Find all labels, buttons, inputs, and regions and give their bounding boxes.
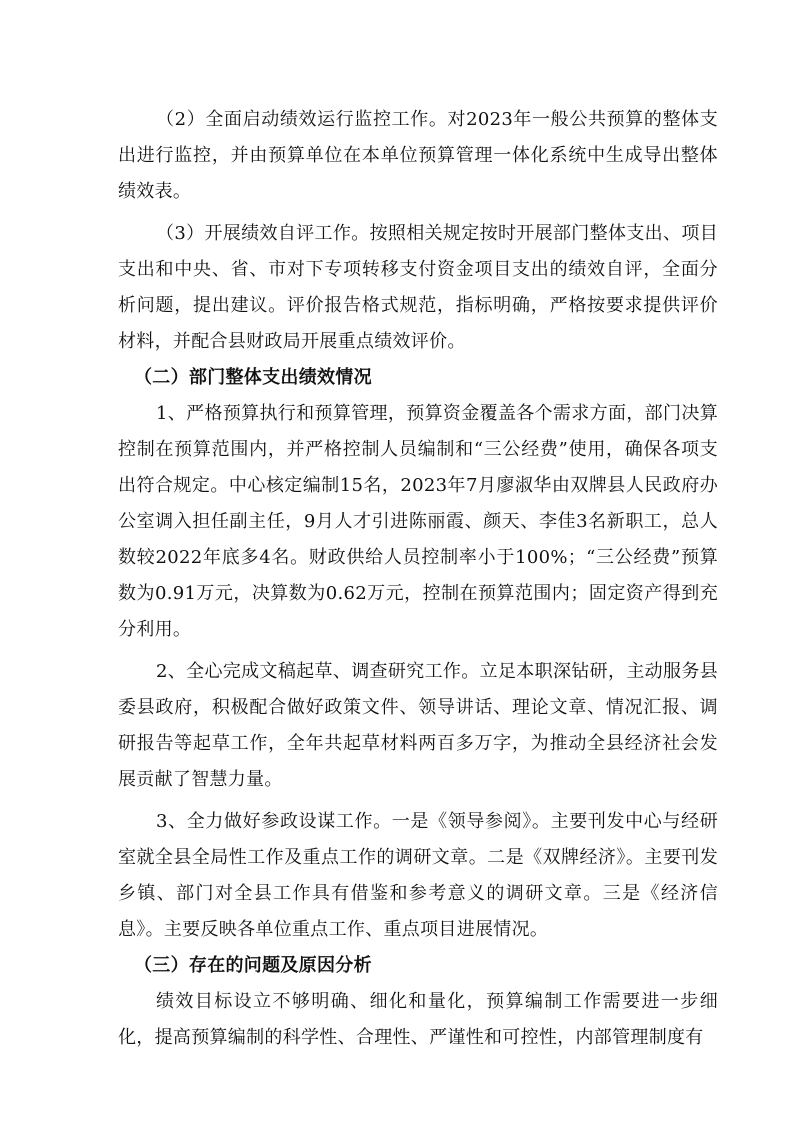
paragraph-self-evaluation: （3）开展绩效自评工作。按照相关规定按时开展部门整体支出、项目支出和中央、省、市对下专项转移支付资金项目支出的绩效自评，全面分析问题，提出建议。评价报告格式规范，指标明确，严格按要求提供评价材料，并配合县财政局开展重点绩效评价。 (118, 223, 718, 352)
section-heading-problems-analysis: （三）存在的问题及原因分析 (134, 955, 372, 976)
paragraph-problems: 绩效目标设立不够明确、细化和量化，预算编制工作需要进一步细化，提高预算编制的科学性、合理性、严谨性和可控性，内部管理制度有 (118, 991, 718, 1048)
paragraph-drafting-research: 2、全心完成文稿起草、调查研究工作。立足本职深钻研，主动服务县委县政府，积极配合做好政策文件、领导讲话、理论文章、情况汇报、调研报告等起草工作，全年共起草材料两百多万字，为推动全县经济社会发展贡献了智慧力量。 (118, 661, 718, 790)
paragraph-performance-monitoring: （2）全面启动绩效运行监控工作。对2023年一般公共预算的整体支出进行监控，并由预算单位在本单位预算管理一体化系统中生成导出整体绩效表。 (118, 109, 718, 202)
paragraph-advisory-work: 3、全力做好参政设谋工作。一是《领导参阅》。主要刊发中心与经研室就全县全局性工作及重点工作的调研文章。二是《双牌经济》。主要刊发乡镇、部门对全县工作具有借鉴和参考意义的调研文章。三是《经济信息》。主要反映各单位重点工作、重点项目进展情况。 (118, 811, 718, 940)
section-heading-overall-expenditure: （二）部门整体支出绩效情况 (134, 367, 372, 388)
paragraph-budget-execution: 1、严格预算执行和预算管理，预算资金覆盖各个需求方面，部门决算控制在预算范围内，并严格控制人员编制和“三公经费”使用，确保各项支出符合规定。中心核定编制15名，2023年7月廖淑华由双牌县人民政府办公室调入担任副主任，9月人才引进陈丽霞、颜天、李佳3名新职工，总人数较2022年底多4名。财政供给人员控制率小于100%；“三公经费”预算数为0.91万元，决算数为0.62万元，控制在预算范围内；固定资产得到充分利用。 (118, 403, 718, 640)
document-body (118, 102, 718, 1056)
